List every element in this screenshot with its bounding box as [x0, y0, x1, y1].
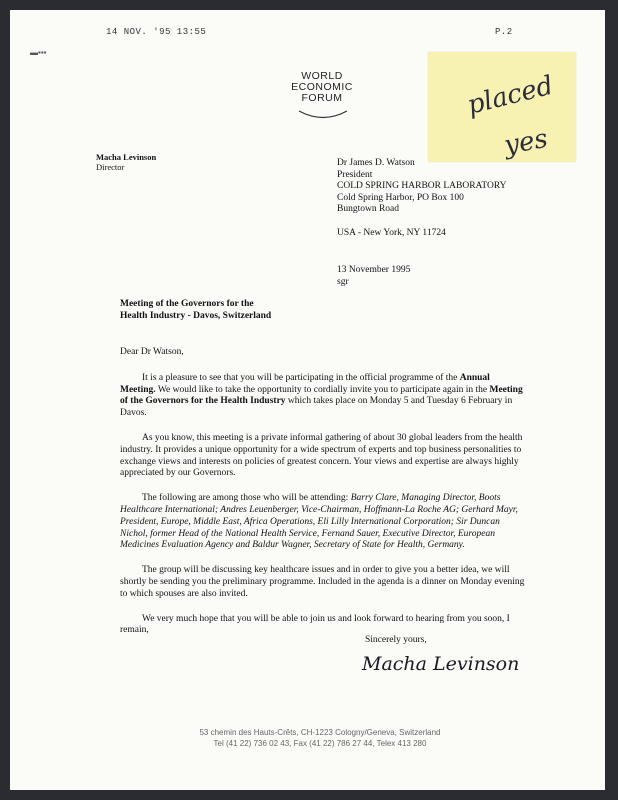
sender-block [96, 152, 156, 172]
paragraph-1: It is a pleasure to see that you will be participating in the official programme of the Annual Meeting. We would like to take the opportunity to cordially invite you to participate again in the Meeting of the Governors for the Health Industry which takes place on Monday 5 and Tuesday 6 February in Davos. [120, 372, 523, 419]
fax-smudge-mark: ▬ ▪ ▪ ▪ [30, 48, 46, 57]
recipient-address-line-3: USA - New York, NY 11724 [337, 227, 446, 238]
signature-text: Macha Levinson [362, 653, 520, 675]
fax-page-number: P.2 [495, 27, 513, 37]
date-block [337, 265, 410, 288]
sender-title: Director [96, 162, 125, 172]
logo-arc-icon [295, 108, 351, 122]
recipient-title: President [337, 169, 373, 180]
recipient-name: Dr James D. Watson [337, 158, 415, 168]
letter-body [120, 347, 525, 650]
recipient-org: COLD SPRING HARBOR LABORATORY [337, 181, 507, 191]
sticky-line-1: placed [464, 70, 557, 121]
letterhead-footer [160, 727, 480, 749]
sticky-note [428, 52, 576, 162]
logo-line-3: FORUM [301, 92, 343, 104]
reference-initials: sgr [337, 276, 349, 287]
sender-name: Macha Levinson [96, 152, 157, 162]
logo-line-1: WORLD [301, 70, 343, 82]
paragraph-5: We very much hope that you will be able to join us and look forward to hearing from you soon, I remain, [120, 613, 510, 636]
subject-heading [120, 299, 271, 322]
subject-line-1: Meeting of the Governors for the [120, 299, 254, 309]
paragraph-2: As you know, this meeting is a private informal gathering of about 30 global leaders from the health industry. It provides a unique opportunity for a wide spectrum of experts and top business personalities to exchange views and interests on policies of greatest concern. Your views and expertise are always highly appreciated by our Governors. [120, 432, 523, 479]
fax-timestamp: 14 NOV. '95 13:55 [106, 27, 207, 37]
recipient-address [337, 158, 507, 239]
paragraph-3: The following are among those who will be attending: Barry Clare, Managing Director, Boots Healthcare International; Andres Leuenberger, Vice-Chairman, Hoffmann-La Roche AG; Gerhard Mayr, President, Europe, Middle East, Africa Operations, Eli Lilly International Corporation; Sir Duncan Nichol, former Head of the National Health Service, Fernand Sauer, Executive Director, European Medicines Evaluation Agency and Baldur Wagner, Secretary of State for Health, Germany. [120, 493, 518, 551]
letter-page [10, 10, 605, 790]
letter-date: 13 November 1995 [337, 265, 411, 275]
logo-line-2: ECONOMIC [291, 81, 353, 93]
paragraph-4: The group will be discussing key healthcare issues and in order to give you a better idea, we will shortly be sending you the preliminary programme. Included in the agenda is a dinner on Monday evening to which spouses are also invited. [120, 565, 525, 599]
salutation: Dear Dr Watson, [120, 347, 184, 357]
signature [360, 648, 520, 678]
footer-contact: Tel (41 22) 736 02 43, Fax (41 22) 786 27 44, Telex 413 280 [213, 739, 427, 748]
footer-address: 53 chemin des Hauts-Crêts, CH-1223 Cologny/Geneva, Switzerland [199, 728, 441, 737]
wef-logo [282, 71, 362, 104]
recipient-address-line-1: Cold Spring Harbor, PO Box 100 [337, 192, 464, 203]
sticky-line-2: yes [502, 123, 550, 161]
subject-line-2: Health Industry - Davos, Switzerland [120, 310, 272, 321]
recipient-address-line-2: Bungtown Road [337, 204, 400, 214]
handwriting-drawing [428, 52, 576, 162]
closing: Sincerely yours, [365, 635, 427, 645]
